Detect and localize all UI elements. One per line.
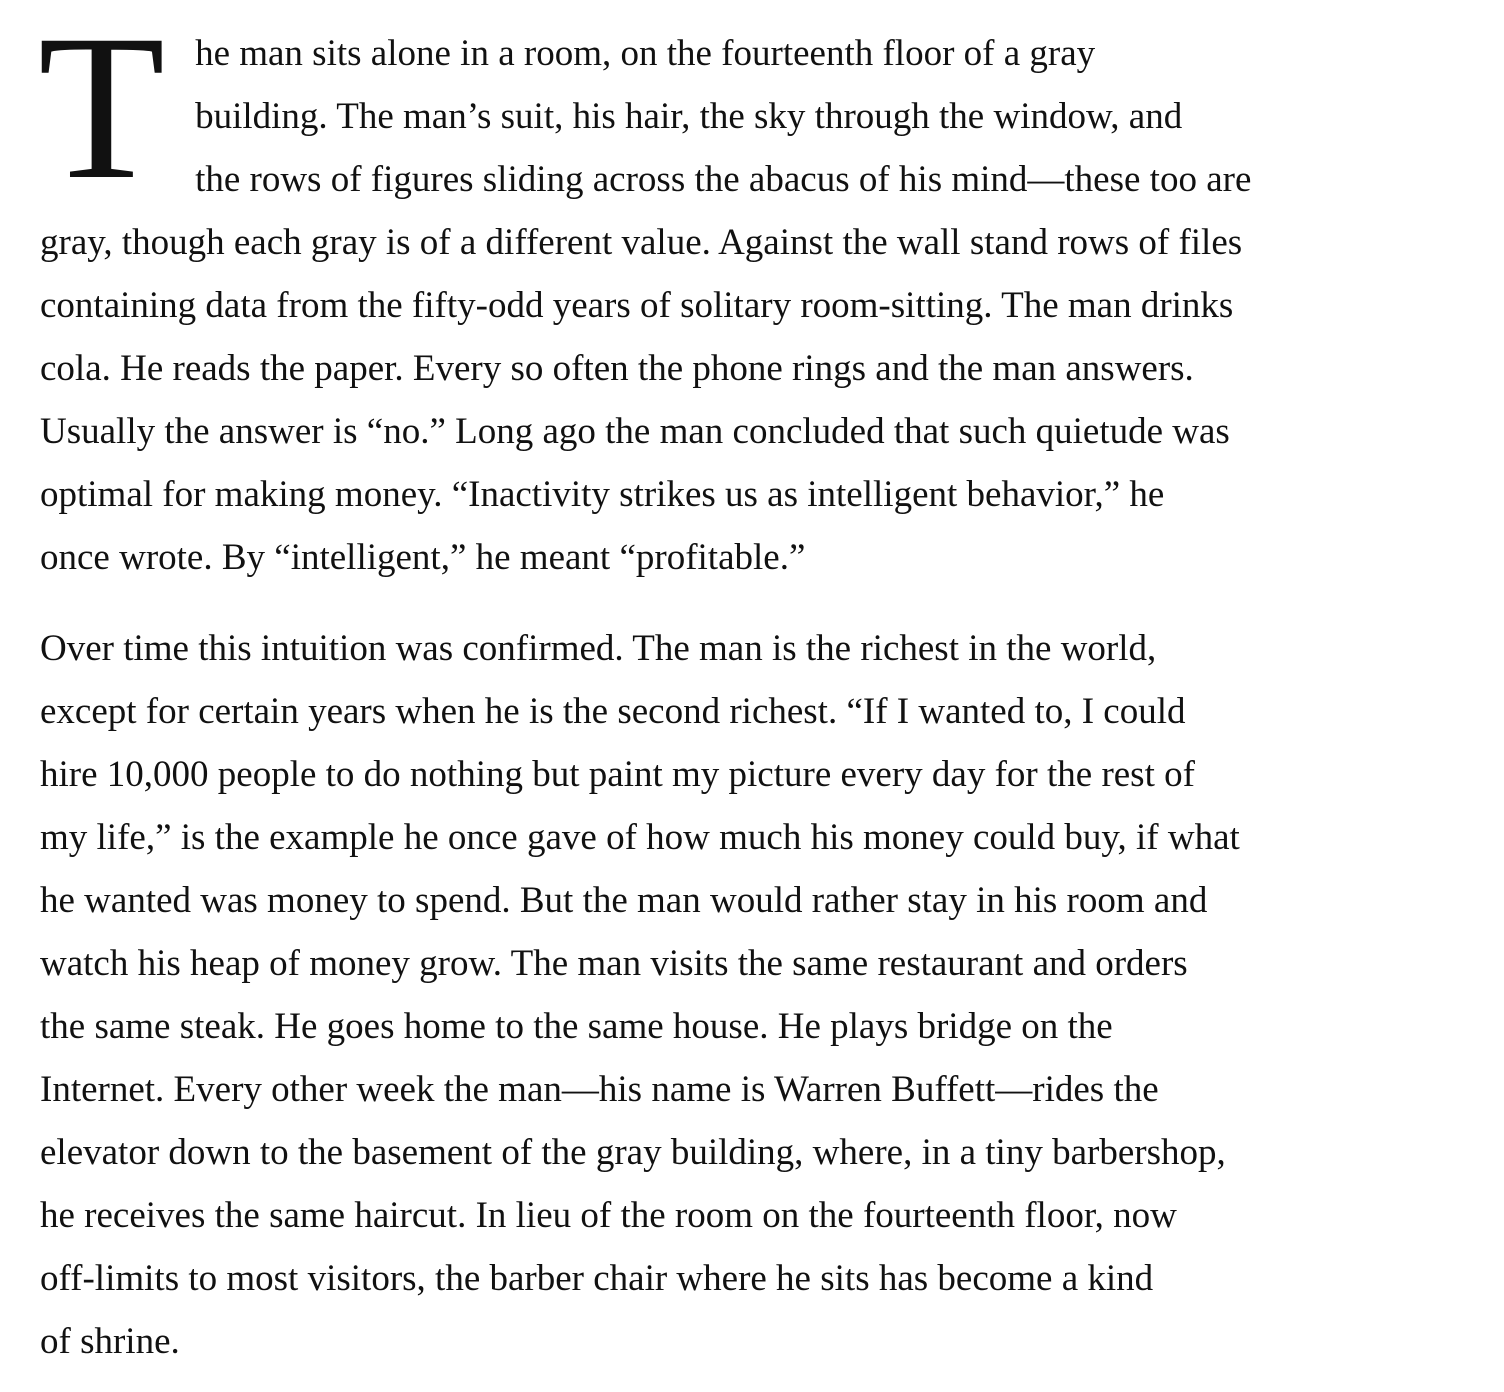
text-line: hire 10,000 people to do nothing but paint my picture every day for the rest of xyxy=(40,754,1195,795)
text-line: he wanted was money to spend. But the man would rather stay in his room and xyxy=(40,880,1208,921)
article-body xyxy=(38,0,1480,1373)
paragraph-2 xyxy=(40,617,1480,1373)
text-line: of shrine. xyxy=(40,1321,180,1362)
text-line: once wrote. By “intelligent,” he meant “profitable.” xyxy=(40,537,806,578)
text-line: Internet. Every other week the man—his name is Warren Buffett—rides the xyxy=(40,1069,1159,1110)
text-line: the rows of figures sliding across the abacus of his mind—these too are xyxy=(195,159,1252,200)
text-line: Over time this intuition was confirmed. The man is the richest in the world, xyxy=(40,628,1157,669)
text-line: except for certain years when he is the second richest. “If I wanted to, I could xyxy=(40,691,1186,732)
paragraph-1 xyxy=(38,0,1480,589)
text-line: cola. He reads the paper. Every so often the phone rings and the man answers. xyxy=(40,348,1194,389)
text-line: Usually the answer is “no.” Long ago the man concluded that such quietude was xyxy=(40,411,1230,452)
text-line: building. The man’s suit, his hair, the sky through the window, and xyxy=(195,96,1183,137)
text-line: optimal for making money. “Inactivity strikes us as intelligent behavior,” he xyxy=(40,474,1165,515)
drop-cap: T xyxy=(38,0,166,222)
text-line: gray, though each gray is of a different value. Against the wall stand rows of files xyxy=(40,222,1243,263)
text-line: the same steak. He goes home to the same house. He plays bridge on the xyxy=(40,1006,1113,1047)
text-line: he man sits alone in a room, on the fourteenth floor of a gray xyxy=(195,33,1096,74)
text-line: off-limits to most visitors, the barber chair where he sits has become a kind xyxy=(40,1258,1154,1299)
text-line: elevator down to the basement of the gray building, where, in a tiny barbershop, xyxy=(40,1132,1226,1173)
text-line: containing data from the fifty-odd years of solitary room-sitting. The man drinks xyxy=(40,285,1234,326)
text-line: watch his heap of money grow. The man visits the same restaurant and orders xyxy=(40,943,1188,984)
text-line: my life,” is the example he once gave of how much his money could buy, if what xyxy=(40,817,1240,858)
text-line: he receives the same haircut. In lieu of the room on the fourteenth floor, now xyxy=(40,1195,1177,1236)
